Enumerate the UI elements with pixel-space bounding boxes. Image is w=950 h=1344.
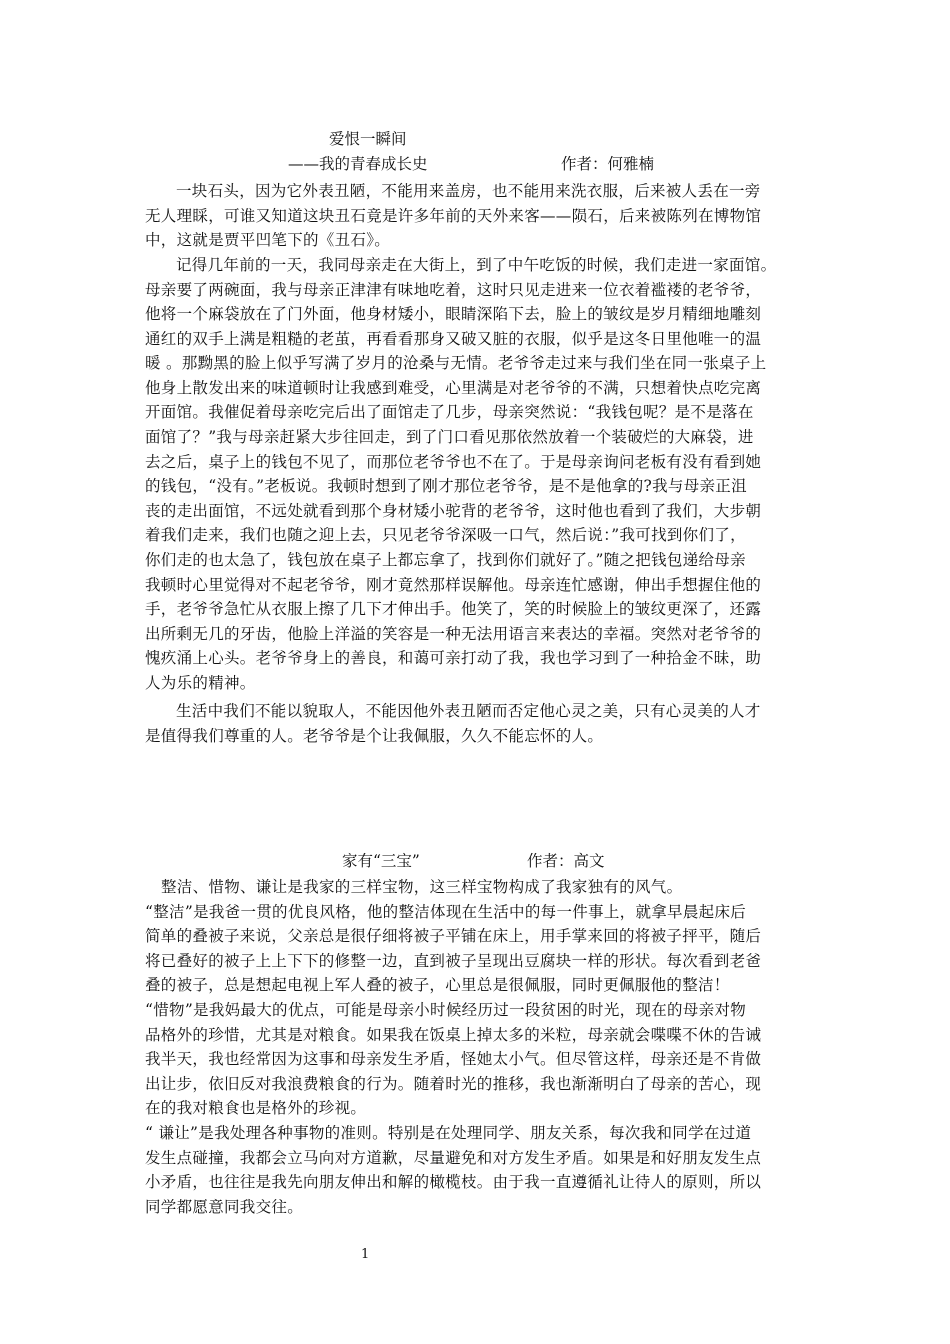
essay2-line: 发生点碰撞，我都会立马向对方道歉，尽量避免和对方发生矛盾。如果是和好朋友发生点	[145, 1149, 762, 1167]
essay2-line: 同学都愿意同我交往。	[145, 1198, 304, 1216]
essay1-line: 暖 。那黝黑的脸上似乎写满了岁月的沧桑与无情。老爷爷走过来与我们坐在同一张桌子上	[145, 354, 767, 372]
essay2-line: 小矛盾，也往往是我先向朋友伸出和解的橄榄枝。由于我一直遵循礼让待人的原则，所以	[145, 1173, 762, 1191]
essay1-line: 是值得我们尊重的人。老爷爷是个让我佩服，久久不能忘怀的人。	[145, 727, 604, 745]
essay1-line: 记得几年前的一天，我同母亲走在大街上，到了中午吃饭的时候，我们走进一家面馆。	[176, 256, 777, 274]
essay2-line: 将已叠好的被子上上下下的修整一边，直到被子呈现出豆腐块一样的形状。每次看到老爸	[145, 952, 762, 970]
essay1-line: 去之后，桌子上的钱包不见了，而那位老爷爷也不在了。于是母亲询问老板有没有看到她	[145, 453, 762, 471]
essay1-author: 作者：何雅楠	[561, 155, 655, 173]
essay2-title: 家有“三宝”	[342, 852, 420, 870]
essay1-line: 一块石头，因为它外表丑陋，不能用来盖房，也不能用来洗衣服，后来被人丢在一旁	[176, 182, 761, 200]
essay1-line: 开面馆。我催促着母亲吃完后出了面馆走了几步，母亲突然说：“我钱包呢？是不是落在	[145, 403, 754, 421]
essay1-line: 通红的双手上满是粗糙的老茧，再看看那身又破又脏的衣服，似乎是这冬日里他唯一的温	[145, 330, 762, 348]
essay2-line: “ 谦让”是我处理各种事物的准则。特别是在处理同学、朋友关系，每次我和同学在过道	[145, 1124, 752, 1142]
essay1-line: 愧疚涌上心头。老爷爷身上的善良，和蔼可亲打动了我，我也学习到了一种拾金不昧，助	[145, 649, 762, 667]
essay1-line: 着我们走来，我们也随之迎上去，只见老爷爷深吸一口气，然后说：”我可找到你们了，	[145, 526, 746, 544]
essay1-line: 他身上散发出来的味道顿时让我感到难受，心里满是对老爷爷的不满，只想着快点吃完离	[145, 379, 762, 397]
essay1-subtitle: ——我的青春成长史	[288, 155, 428, 173]
essay1-line: 生活中我们不能以貌取人，不能因他外表丑陋而否定他心灵之美，只有心灵美的人才	[176, 702, 761, 720]
essay1-line: 无人理睬，可谁又知道这块丑石竟是许多年前的天外来客——陨石，后来被陈列在博物馆	[145, 207, 762, 225]
essay1-line: 丧的走出面馆，不远处就看到那个身材矮小驼背的老爷爷，这时他也看到了我们，大步朝	[145, 502, 762, 520]
essay1-line: 出所剩无几的牙齿，他脸上洋溢的笑容是一种无法用语言来表达的幸福。突然对老爷爷的	[145, 625, 762, 643]
essay2-line: 出让步，依旧反对我浪费粮食的行为。随着时光的推移，我也渐渐明白了母亲的苦心，现	[145, 1075, 762, 1093]
essay2-line: 简单的叠被子来说，父亲总是很仔细将被子平铺在床上，用手掌来回的将被子抨平，随后	[145, 927, 762, 945]
essay2-line: 我半天，我也经常因为这事和母亲发生矛盾，怪她太小气。但尽管这样，母亲还是不肯做	[145, 1050, 762, 1068]
essay2-line: 在的我对粮食也是格外的珍视。	[145, 1099, 367, 1117]
essay2-author: 作者：高文	[527, 852, 605, 870]
essay1-line: 手，老爷爷急忙从衣服上擦了几下才伸出手。他笑了，笑的时候脸上的皱纹更深了，还露	[145, 600, 762, 618]
essay2-line: 叠的被子，总是想起电视上军人叠的被子，心里总是很佩服，同时更佩服他的整洁！	[145, 976, 730, 994]
essay1-line: 面馆了？”我与母亲赶紧大步往回走，到了门口看见那依然放着一个装破烂的大麻袋，进	[145, 428, 754, 446]
page-number: 1	[361, 1247, 370, 1262]
essay1-title: 爱恨一瞬间	[329, 130, 407, 148]
essay1-line: 我顿时心里觉得对不起老爷爷，刚才竟然那样误解他。母亲连忙感谢，伸出手想握住他的	[145, 576, 762, 594]
essay2-line: 整洁、惜物、谦让是我家的三样宝物，这三样宝物构成了我家独有的风气。	[161, 878, 683, 896]
essay2-line: 品格外的珍惜，尤其是对粮食。如果我在饭桌上掉太多的米粒，母亲就会喋喋不休的告诫	[145, 1026, 762, 1044]
essay1-line: 他将一个麻袋放在了门外面，他身材矮小，眼睛深陷下去，脸上的皱纹是岁月精细地雕刻	[145, 305, 762, 323]
essay2-line: “整洁”是我爸一贯的优良风格，他的整洁体现在生活中的每一件事上，就拿早晨起床后	[145, 903, 747, 921]
essay1-line: 你们走的也太急了，钱包放在桌子上都忘拿了，找到你们就好了。”随之把钱包递给母亲	[145, 551, 746, 569]
essay1-line: 人为乐的精神。	[145, 674, 256, 692]
essay1-line: 母亲要了两碗面，我与母亲正津津有味地吃着，这时只见走进来一位衣着褴褛的老爷爷，	[145, 281, 762, 299]
essay1-line: 的钱包，“没有。”老板说。我顿时想到了刚才那位老爷爷，是不是他拿的?我与母亲正沮	[145, 477, 747, 495]
essay1-line: 中，这就是贾平凹笔下的《丑石》。	[145, 231, 391, 249]
essay2-line: “惜物”是我妈最大的优点，可能是母亲小时候经历过一段贫困的时光，现在的母亲对物	[145, 1001, 747, 1019]
